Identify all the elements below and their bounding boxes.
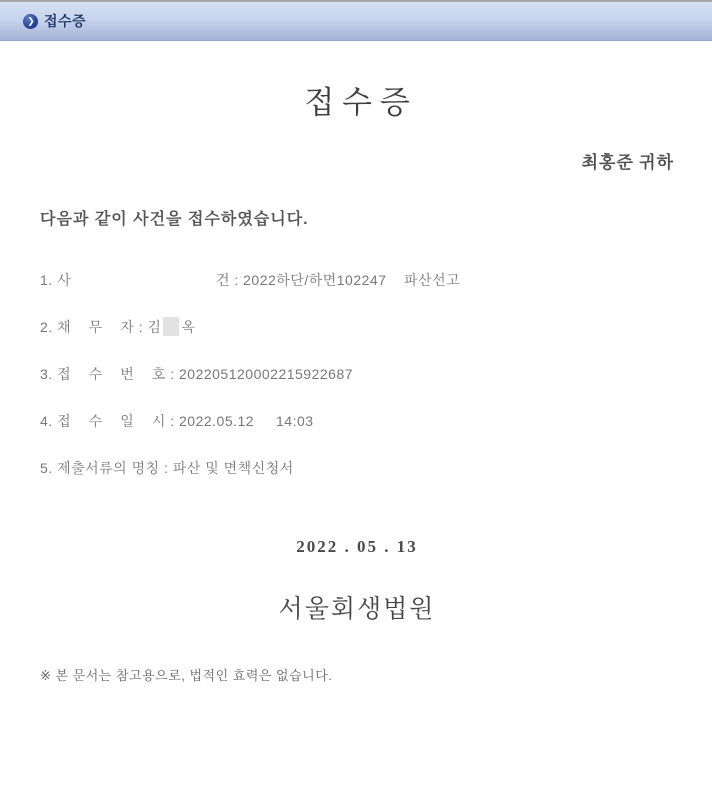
receipt-document	[0, 77, 712, 684]
redaction-box	[163, 317, 179, 336]
case-detail-list	[40, 269, 674, 479]
case-number-line: 1. 사 건 : 2022하단/하면102247 파산선고	[40, 272, 461, 288]
issue-date: 2022 . 05 . 13	[296, 537, 418, 556]
receipt-number-line: 3. 접 수 번 호 : 202205120002215922687	[40, 366, 354, 382]
debtor-line	[40, 316, 674, 338]
page-header	[0, 0, 712, 41]
page-header-title: 접수증	[44, 13, 87, 29]
document-title: 접 수 증	[304, 85, 410, 120]
disclaimer-note: ※ 본 문서는 참고용으로, 법적인 효력은 없습니다.	[40, 668, 333, 683]
recipient-line: 최홍준 귀하	[581, 153, 674, 172]
debtor-line-prefix: 2. 채 무 자 : 김	[40, 319, 162, 335]
receipt-datetime-line: 4. 접 수 일 시 : 2022.05.12 14:03	[40, 413, 314, 429]
debtor-line-suffix: 옥	[181, 319, 196, 335]
submitted-doc-line: 5. 제출서류의 명칭 : 파산 및 면책신청서	[40, 460, 294, 476]
issuing-court-name: 서울회생법원	[278, 596, 436, 623]
arrow-bullet-icon: ❯	[23, 14, 38, 29]
intro-line: 다음과 같이 사건을 접수하였습니다.	[40, 211, 309, 228]
